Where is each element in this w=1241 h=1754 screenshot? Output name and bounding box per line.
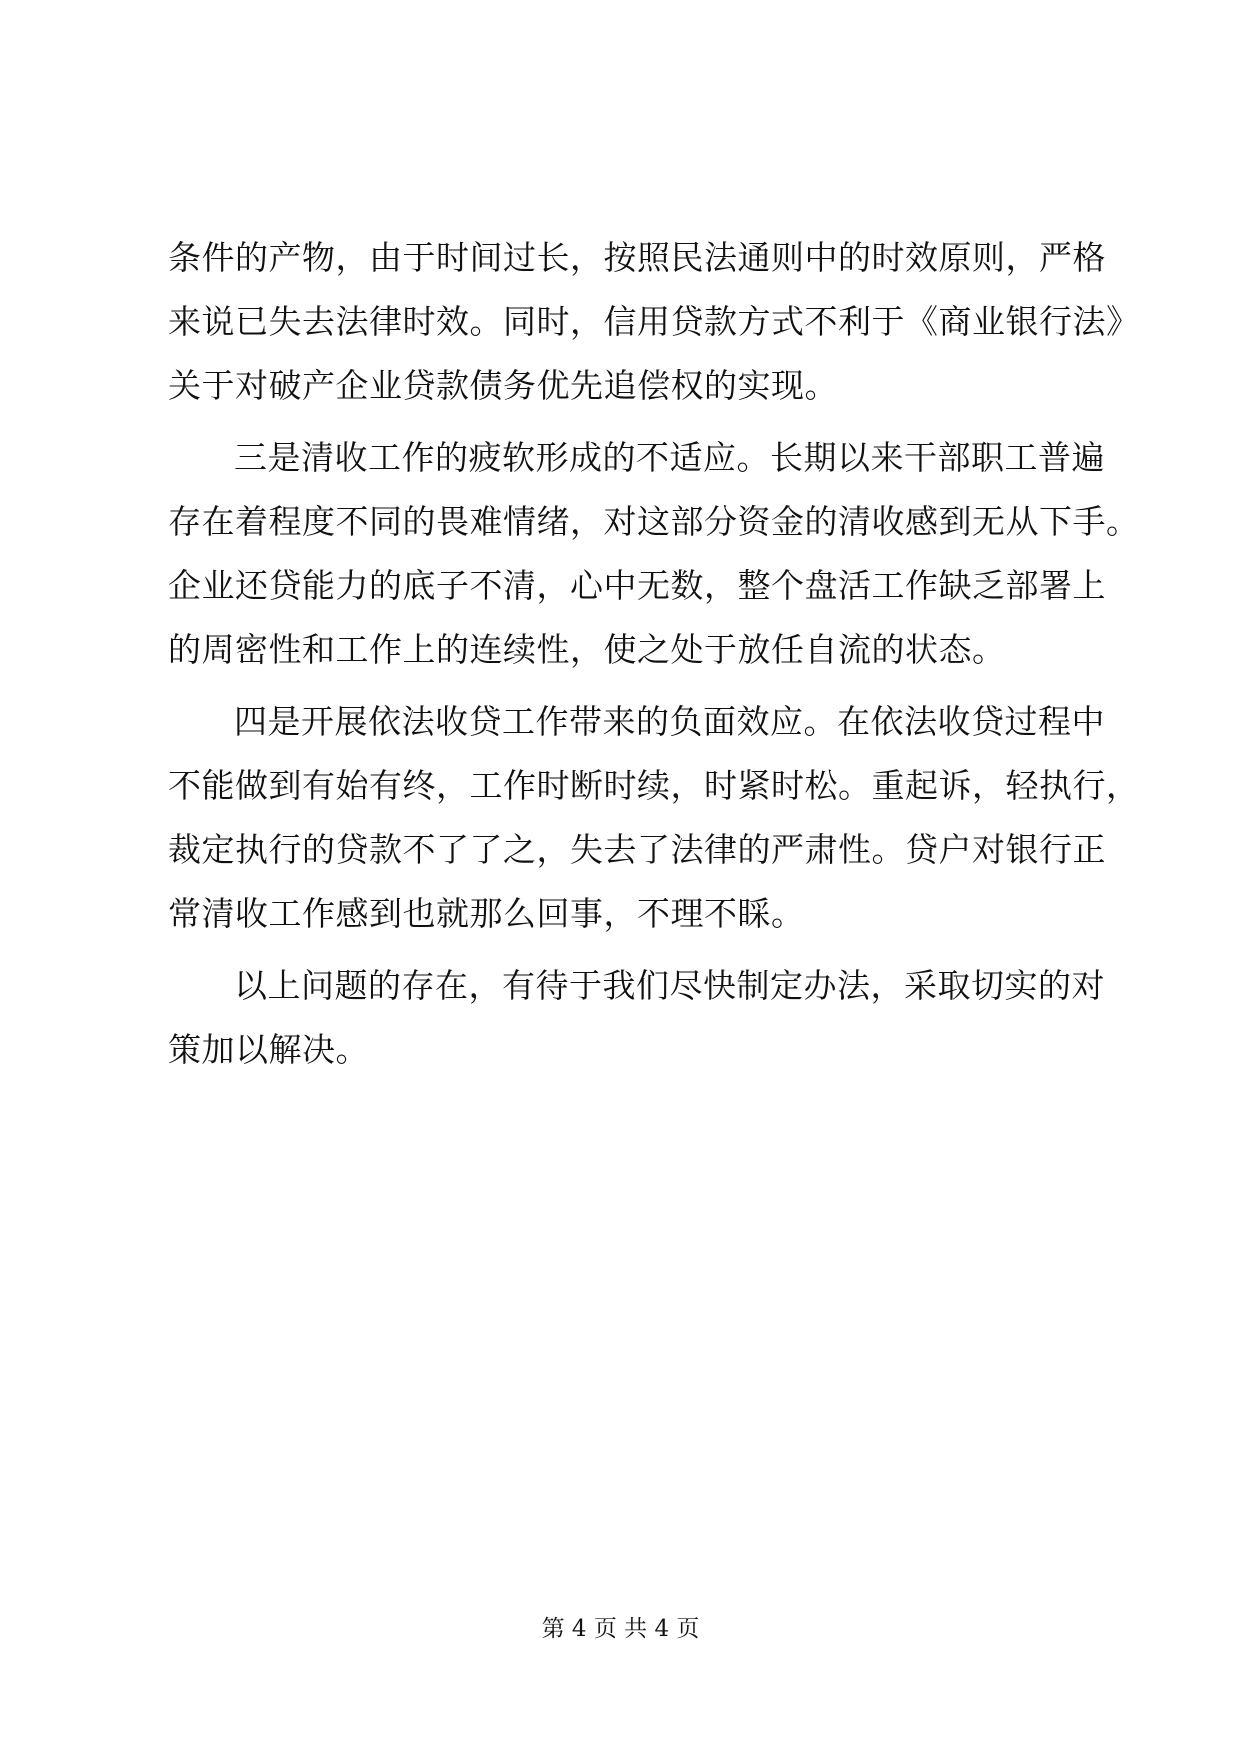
body-text <box>168 226 1140 1082</box>
text-line: 关于对破产企业贷款债务优先追偿权的实现。 <box>168 366 838 405</box>
text-line: 不能做到有始有终，工作时断时续，时紧时松。重起诉，轻执行， <box>168 766 1140 805</box>
text-line: 策加以解决。 <box>168 1030 369 1069</box>
text-line: 来说已失去法律时效。同时，信用贷款方式不利于《商业银行法》 <box>168 302 1140 341</box>
text-line: 条件的产物，由于时间过长，按照民法通则中的时效原则，严格 <box>168 238 1106 277</box>
paragraph-first-line: 以上问题的存在，有待于我们尽快制定办法，采取切实的对 <box>234 966 1105 1005</box>
page-number-footer: 第 4 页 共 4 页 <box>541 1616 700 1642</box>
text-line: 企业还贷能力的底子不清，心中无数，整个盘活工作缺乏部署上 <box>168 566 1106 605</box>
paragraph-first-line: 三是清收工作的疲软形成的不适应。长期以来干部职工普遍 <box>234 438 1105 477</box>
text-line: 存在着程度不同的畏难情绪，对这部分资金的清收感到无从下手。 <box>168 502 1140 541</box>
paragraph-first-line: 四是开展依法收贷工作带来的负面效应。在依法收贷过程中 <box>234 702 1105 741</box>
text-line: 的周密性和工作上的连续性，使之处于放任自流的状态。 <box>168 630 1006 669</box>
text-line: 裁定执行的贷款不了了之，失去了法律的严肃性。贷户对银行正 <box>168 830 1106 869</box>
text-line: 常清收工作感到也就那么回事，不理不睬。 <box>168 894 805 933</box>
